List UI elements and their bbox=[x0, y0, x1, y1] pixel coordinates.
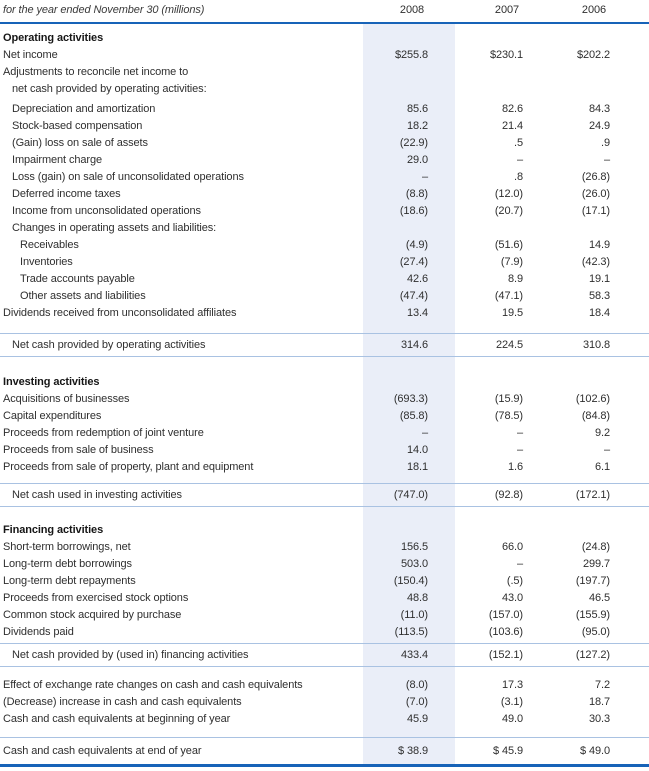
value-2007: (78.5) bbox=[494, 410, 523, 422]
row-label: (Gain) loss on sale of assets bbox=[12, 137, 148, 149]
value-2007: – bbox=[516, 558, 523, 570]
value-2008: (7.0) bbox=[405, 696, 428, 708]
value-2008: (11.0) bbox=[400, 609, 428, 621]
row-label: Long-term debt repayments bbox=[3, 575, 136, 587]
row-label: Common stock acquired by purchase bbox=[3, 609, 182, 621]
table-row bbox=[0, 711, 649, 728]
value-2007: – bbox=[516, 154, 523, 166]
value-2007: 49.0 bbox=[501, 713, 523, 725]
value-2007: (51.6) bbox=[494, 239, 523, 251]
value-2007: (103.6) bbox=[488, 626, 523, 638]
row-label: Cash and cash equivalents at end of year bbox=[3, 745, 202, 757]
value-2008: $ 38.9 bbox=[398, 745, 428, 757]
value-2006: 9.2 bbox=[595, 427, 610, 439]
table-row bbox=[0, 152, 649, 169]
row-label: Cash and cash equivalents at beginning of year bbox=[3, 713, 231, 725]
row-label: Inventories bbox=[20, 256, 73, 268]
value-2008: (22.9) bbox=[399, 137, 428, 149]
value-2006: $ 49.0 bbox=[580, 745, 610, 757]
value-2008: (47.4) bbox=[399, 290, 428, 302]
row-label: Dividends received from unconsolidated affiliates bbox=[3, 307, 237, 319]
table-row bbox=[0, 237, 649, 254]
value-2007 bbox=[428, 81, 523, 98]
table-row bbox=[0, 483, 649, 507]
value-2008: (693.3) bbox=[393, 393, 428, 405]
row-label: Depreciation and amortization bbox=[12, 103, 156, 115]
value-2007 bbox=[428, 522, 523, 539]
row-label: net cash provided by operating activities: bbox=[12, 83, 207, 95]
table-row bbox=[0, 305, 649, 322]
row-spacer bbox=[0, 322, 649, 333]
row-label: Net income bbox=[3, 49, 58, 61]
value-2007 bbox=[428, 64, 523, 81]
value-2008: 18.2 bbox=[406, 120, 428, 132]
value-2008: (8.8) bbox=[405, 188, 428, 200]
row-label: Changes in operating assets and liabilities: bbox=[12, 222, 217, 234]
value-2006: (42.3) bbox=[581, 256, 610, 268]
table-row bbox=[0, 573, 649, 590]
value-2007: (47.1) bbox=[494, 290, 523, 302]
value-2007: 8.9 bbox=[508, 273, 523, 285]
value-2008: (18.6) bbox=[399, 205, 428, 217]
value-2006: 24.9 bbox=[588, 120, 610, 132]
value-2007: 66.0 bbox=[501, 541, 523, 553]
value-2006 bbox=[523, 522, 610, 539]
row-label: Acquisitions of businesses bbox=[3, 393, 130, 405]
value-2006: 18.7 bbox=[588, 696, 610, 708]
value-2008: 45.9 bbox=[406, 713, 428, 725]
value-2006: $202.2 bbox=[576, 49, 610, 61]
section-heading-row bbox=[0, 374, 649, 391]
table-row bbox=[0, 169, 649, 186]
row-label: Proceeds from exercised stock options bbox=[3, 592, 189, 604]
value-2006: (127.2) bbox=[575, 649, 610, 661]
value-2008: (4.9) bbox=[405, 239, 428, 251]
table-row bbox=[0, 391, 649, 408]
row-label: Other assets and liabilities bbox=[20, 290, 146, 302]
row-label: Stock-based compensation bbox=[12, 120, 143, 132]
value-2008: – bbox=[421, 171, 428, 183]
table-row bbox=[0, 590, 649, 607]
table-caption: for the year ended November 30 (millions) bbox=[3, 4, 205, 16]
row-label: Proceeds from redemption of joint venture bbox=[3, 427, 204, 439]
value-2008: (8.0) bbox=[405, 679, 428, 691]
value-2006: – bbox=[603, 444, 610, 456]
column-header-2008: 2008 bbox=[399, 4, 424, 16]
table-row bbox=[0, 288, 649, 305]
value-2008 bbox=[358, 220, 428, 237]
value-2008: 314.6 bbox=[400, 339, 428, 351]
row-label: (Decrease) increase in cash and cash equivalents bbox=[3, 696, 242, 708]
value-2007: .8 bbox=[514, 171, 523, 183]
value-2006: .9 bbox=[601, 137, 610, 149]
value-2007: – bbox=[516, 427, 523, 439]
row-spacer bbox=[0, 507, 649, 522]
value-2008 bbox=[358, 81, 428, 98]
table-row bbox=[0, 694, 649, 711]
value-2006: (24.8) bbox=[581, 541, 610, 553]
value-2008: – bbox=[421, 427, 428, 439]
table-row bbox=[0, 47, 649, 64]
value-2006: 310.8 bbox=[582, 339, 610, 351]
section-heading-row bbox=[0, 30, 649, 47]
value-2006: 299.7 bbox=[582, 558, 610, 570]
value-2007: (92.8) bbox=[494, 489, 523, 501]
section-heading-row bbox=[0, 522, 649, 539]
value-2007: 43.0 bbox=[501, 592, 523, 604]
table-row bbox=[0, 64, 649, 81]
table-row bbox=[0, 607, 649, 624]
value-2006: (172.1) bbox=[575, 489, 610, 501]
table-row bbox=[0, 408, 649, 425]
value-2007: (12.0) bbox=[494, 188, 523, 200]
value-2007: $230.1 bbox=[489, 49, 523, 61]
value-2008 bbox=[358, 522, 428, 539]
value-2006: (155.9) bbox=[575, 609, 610, 621]
row-spacer bbox=[0, 667, 649, 677]
row-label: Deferred income taxes bbox=[12, 188, 121, 200]
table-row bbox=[0, 624, 649, 641]
row-label: Net cash provided by operating activities bbox=[12, 339, 206, 351]
value-2008: 18.1 bbox=[406, 461, 428, 473]
row-label: Financing activities bbox=[3, 524, 104, 536]
value-2006 bbox=[523, 374, 610, 391]
row-label: Long-term debt borrowings bbox=[3, 558, 132, 570]
value-2008: 156.5 bbox=[400, 541, 428, 553]
value-2007: (152.1) bbox=[488, 649, 523, 661]
table-row bbox=[0, 203, 649, 220]
table-row bbox=[0, 254, 649, 271]
value-2008: 42.6 bbox=[406, 273, 428, 285]
value-2006: 58.3 bbox=[588, 290, 610, 302]
value-2007 bbox=[428, 374, 523, 391]
table-body bbox=[0, 24, 649, 764]
value-2008: (27.4) bbox=[399, 256, 428, 268]
table-row bbox=[0, 81, 649, 98]
value-2006 bbox=[523, 220, 610, 237]
value-2008 bbox=[358, 374, 428, 391]
table-row bbox=[0, 271, 649, 288]
table-row bbox=[0, 459, 649, 476]
value-2008: 48.8 bbox=[406, 592, 428, 604]
value-2007: 224.5 bbox=[495, 339, 523, 351]
value-2006: – bbox=[603, 154, 610, 166]
value-2007: (157.0) bbox=[488, 609, 523, 621]
value-2008: (150.4) bbox=[393, 575, 428, 587]
value-2006: 18.4 bbox=[588, 307, 610, 319]
row-label: Proceeds from sale of business bbox=[3, 444, 154, 456]
value-2006: (95.0) bbox=[581, 626, 610, 638]
table-row bbox=[0, 737, 649, 764]
table-row bbox=[0, 677, 649, 694]
value-2007: – bbox=[516, 444, 523, 456]
row-label: Capital expenditures bbox=[3, 410, 102, 422]
value-2007: 17.3 bbox=[501, 679, 523, 691]
row-spacer bbox=[0, 357, 649, 374]
value-2007: 82.6 bbox=[501, 103, 523, 115]
table-row bbox=[0, 220, 649, 237]
table-row bbox=[0, 101, 649, 118]
row-label: Adjustments to reconcile net income to bbox=[3, 66, 189, 78]
value-2007: $ 45.9 bbox=[493, 745, 523, 757]
value-2006: (26.0) bbox=[581, 188, 610, 200]
table-row bbox=[0, 442, 649, 459]
value-2006 bbox=[523, 81, 610, 98]
row-label: Net cash used in investing activities bbox=[12, 489, 182, 501]
value-2006: 7.2 bbox=[595, 679, 610, 691]
value-2007: 19.5 bbox=[501, 307, 523, 319]
table-row bbox=[0, 425, 649, 442]
table-row bbox=[0, 643, 649, 667]
value-2008: 433.4 bbox=[400, 649, 428, 661]
value-2007: (7.9) bbox=[500, 256, 523, 268]
table-row bbox=[0, 333, 649, 357]
value-2008: 503.0 bbox=[400, 558, 428, 570]
row-label: Loss (gain) on sale of unconsolidated operations bbox=[12, 171, 244, 183]
value-2006: 19.1 bbox=[588, 273, 610, 285]
bottom-rule bbox=[0, 764, 649, 767]
column-header-2006: 2006 bbox=[581, 4, 606, 16]
value-2007: 21.4 bbox=[501, 120, 523, 132]
value-2007: (15.9) bbox=[494, 393, 523, 405]
value-2006: 30.3 bbox=[588, 713, 610, 725]
value-2008: (85.8) bbox=[399, 410, 428, 422]
value-2007: (20.7) bbox=[494, 205, 523, 217]
row-label: Impairment charge bbox=[12, 154, 103, 166]
value-2008: 85.6 bbox=[406, 103, 428, 115]
table-row bbox=[0, 539, 649, 556]
value-2006: 46.5 bbox=[588, 592, 610, 604]
table-header-row bbox=[0, 0, 649, 24]
value-2007: 1.6 bbox=[508, 461, 523, 473]
value-2006: (197.7) bbox=[575, 575, 610, 587]
value-2008: $255.8 bbox=[394, 49, 428, 61]
value-2007: (3.1) bbox=[500, 696, 523, 708]
row-label: Net cash provided by (used in) financing activities bbox=[12, 649, 249, 661]
value-2006: (84.8) bbox=[581, 410, 610, 422]
value-2006: (26.8) bbox=[581, 171, 610, 183]
row-label: Trade accounts payable bbox=[20, 273, 135, 285]
value-2006: 14.9 bbox=[588, 239, 610, 251]
row-label: Proceeds from sale of property, plant and equipment bbox=[3, 461, 254, 473]
row-spacer bbox=[0, 728, 649, 737]
table-row bbox=[0, 135, 649, 152]
value-2008: 29.0 bbox=[406, 154, 428, 166]
value-2006 bbox=[523, 30, 610, 47]
value-2007: (.5) bbox=[506, 575, 523, 587]
row-label: Income from unconsolidated operations bbox=[12, 205, 201, 217]
value-2007 bbox=[428, 30, 523, 47]
row-label: Dividends paid bbox=[3, 626, 74, 638]
row-label: Investing activities bbox=[3, 376, 100, 388]
row-label: Receivables bbox=[20, 239, 79, 251]
column-header-2007: 2007 bbox=[494, 4, 519, 16]
row-label: Operating activities bbox=[3, 32, 104, 44]
row-label: Effect of exchange rate changes on cash and cash equivalents bbox=[3, 679, 303, 691]
value-2007: .5 bbox=[514, 137, 523, 149]
row-label: Short-term borrowings, net bbox=[3, 541, 131, 553]
value-2006: 84.3 bbox=[588, 103, 610, 115]
value-2006 bbox=[523, 64, 610, 81]
row-spacer bbox=[0, 476, 649, 483]
value-2008: 14.0 bbox=[406, 444, 428, 456]
value-2006: (17.1) bbox=[581, 205, 610, 217]
value-2008: (113.5) bbox=[394, 626, 428, 638]
value-2007 bbox=[428, 220, 523, 237]
value-2008: (747.0) bbox=[393, 489, 428, 501]
table-row bbox=[0, 186, 649, 203]
value-2008: 13.4 bbox=[406, 307, 428, 319]
value-2006: 6.1 bbox=[595, 461, 610, 473]
value-2008 bbox=[358, 30, 428, 47]
table-row bbox=[0, 556, 649, 573]
value-2008 bbox=[358, 64, 428, 81]
table-row bbox=[0, 118, 649, 135]
value-2006: (102.6) bbox=[575, 393, 610, 405]
